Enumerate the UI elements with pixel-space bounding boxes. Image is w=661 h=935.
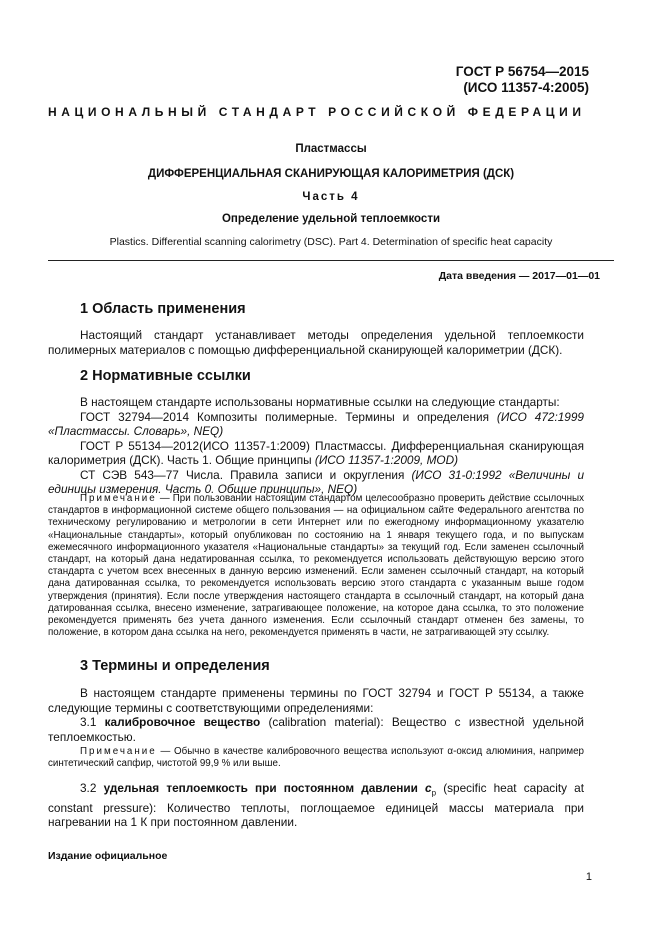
term-3-2	[48, 781, 584, 830]
section2-intro: В настоящем стандарте использованы нормативные ссылки на следующие стандарты:	[80, 395, 560, 409]
term-3-2-block	[48, 781, 584, 830]
title-line2: ДИФФЕРЕНЦИАЛЬНАЯ СКАНИРУЮЩАЯ КАЛОРИМЕТРИЯ (ДСК)	[147, 168, 515, 180]
term-3-2-definition: (specific heat capacity at constant pressure): Количество теплоты, поглощаемое единицей массы материала при нагревании на 1 К при постоянном давлении.	[48, 781, 584, 830]
note-label: Примечание	[80, 493, 157, 504]
title-line1: Пластмассы	[295, 143, 367, 155]
section2-body	[48, 395, 584, 497]
term-3-2-name: удельная теплоемкость при постоянном давлении	[103, 781, 426, 795]
term-3-1-definition: (calibration material): Вещество с известной удельной теплоемкостью.	[48, 715, 584, 744]
note-text: — Обычно в качестве калибровочного вещества используют α-оксид алюминия, например синтетический сапфир, чистотой 99,9 % или выше.	[48, 746, 584, 770]
section2-note-para	[48, 493, 584, 639]
section1-text: Настоящий стандарт устанавливает методы определения удельной теплоемкости полимерных материалов с помощью дифференциальной сканирующей калориметрии (ДСК).	[48, 328, 584, 357]
intro-date: Дата введения — 2017—01—01	[438, 270, 600, 282]
title-part: Часть 4	[302, 191, 360, 203]
standard-number: ГОСТ Р 56754—2015	[455, 64, 589, 79]
standard-number-block	[456, 64, 589, 96]
iso-number: (ИСО 11357-4:2005)	[463, 80, 589, 95]
term-3-1-name: калибровочное вещество	[104, 715, 261, 729]
reference-3-iso: (ИСО 31-0:1992 «Величины и единицы измерения. Часть 0. Общие принципы», NEQ)	[48, 467, 585, 496]
section2-note	[48, 493, 584, 639]
reference-2-text: ГОСТ Р 55134—2012(ИСО 11357-1:2009) Пластмассы. Дифференциальная сканирующая калориметрия (ДСК). Часть 1. Общие принципы	[48, 438, 584, 467]
title-english: Plastics. Differential scanning calorimetry (DSC). Part 4. Determination of specific heat capacity	[109, 236, 553, 248]
page-number: 1	[585, 871, 592, 883]
national-standard-banner: НАЦИОНАЛЬНЫЙ СТАНДАРТ РОССИЙСКОЙ ФЕДЕРАЦИИ	[48, 105, 586, 119]
term-3-1-number: 3.1	[80, 715, 105, 729]
term-3-2-number: 3.2	[80, 781, 104, 795]
reference-2	[48, 439, 584, 468]
section1-heading: 1 Область применения	[80, 301, 246, 317]
reference-1	[48, 410, 584, 439]
reference-2-iso: (ИСО 11357-1:2009, MOD)	[314, 453, 459, 467]
term-3-2-symbol: c	[425, 781, 432, 795]
section3-note-para	[48, 746, 584, 770]
section1-body	[48, 328, 584, 357]
title-subtitle: Определение удельной теплоемкости	[221, 213, 441, 225]
section3-body	[48, 686, 584, 744]
reference-3-text: СТ СЭВ 543—77 Числа. Правила записи и округления	[80, 467, 412, 482]
term-3-2-subscript: p	[431, 788, 437, 798]
section3-intro: В настоящем стандарте применены термины по ГОСТ 32794 и ГОСТ Р 55134, а также следующие термины с соответствующими определениями:	[48, 686, 584, 715]
reference-1-iso: (ИСО 472:1999 «Пластмассы. Словарь», NEQ)	[48, 409, 584, 438]
note-label: Примечание	[80, 746, 157, 757]
section3-note	[48, 746, 584, 770]
title-divider	[48, 260, 614, 261]
section2-heading: 2 Нормативные ссылки	[80, 368, 251, 384]
edition-label: Издание официальное	[48, 850, 168, 862]
note-text: — При пользовании настоящим стандартом целесообразно проверить действие ссылочных стандартов в информационной системе общего пользования — на официальном сайте Федерального агентства по техническому регулированию и метрологии в сети Интернет или по ежегодному информационному указателю «Национальные стандарты», который опубликован по состоянию на 1 января текущего года, и по выпускам ежемесячного информационного указателя «Национальные стандарты» за текущий год. Если заменен ссылочный стандарт, на который дана недатированная ссылка, то рекомендуется использовать действующую версию этого стандарта с учетом всех внесенных в данную версию изменений. Если заменен ссылочный стандарт, на который дана датированная ссылка, то рекомендуется использовать версию этого стандарта с указанным выше годом утверждения (принятия). Если после утверждения настоящего стандарта в ссылочный стандарт, на который дана датированная ссылка, внесено изменение, затрагивающее положение, на которое дана ссылка, то это положение рекомендуется применять без учета данного изменения. Если ссылочный стандарт отменен без замены, то положение, в котором дана ссылка на него, рекомендуется применять в части, не затрагивающей эту ссылку.	[48, 493, 584, 639]
reference-1-text: ГОСТ 32794—2014 Композиты полимерные. Термины и определения	[80, 409, 497, 424]
section3-heading: 3 Термины и определения	[80, 658, 270, 674]
term-3-1	[48, 715, 584, 744]
